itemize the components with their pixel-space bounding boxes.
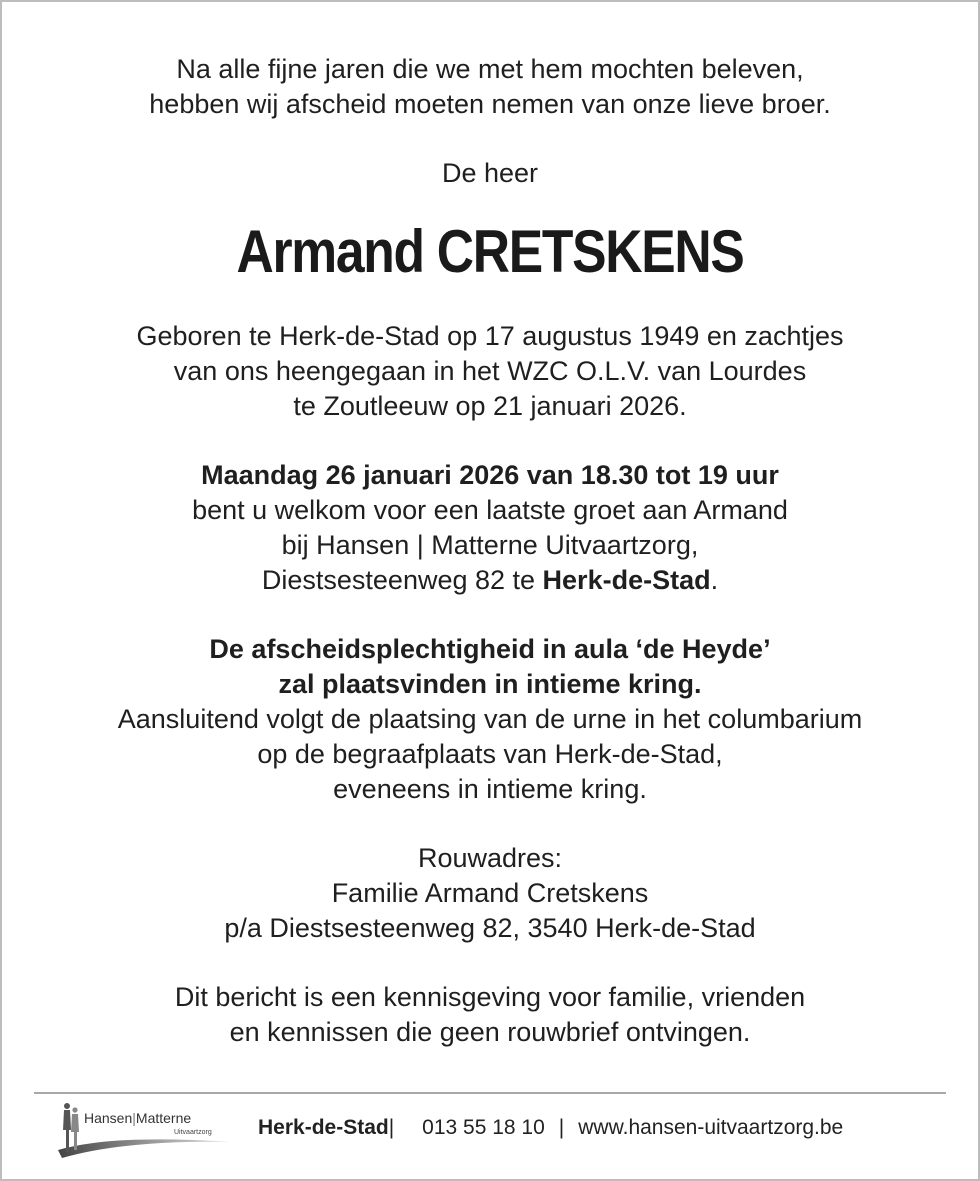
mourning-address-street: p/a Diestsesteenweg 82, 3540 Herk-de-Stad: [224, 913, 756, 943]
notice-line-2: en kennissen die geen rouwbrief ontvingen.: [229, 1017, 751, 1047]
logo-name-left: Hansen: [84, 1110, 133, 1126]
funeral-home-logo: [54, 1100, 234, 1162]
mourning-address: [0, 841, 980, 946]
logo-name: [84, 1110, 191, 1126]
intro: [0, 52, 980, 122]
logo-subtitle: Uitvaartzorg: [174, 1129, 212, 1136]
intro-line-2: hebben wij afscheid moeten nemen van onze lieve broer.: [149, 89, 831, 119]
birth-line-3: te Zoutleeuw op 21 januari 2026.: [293, 391, 687, 421]
ceremony-line-3: Aansluitend volgt de plaatsing van de urne in het columbarium: [117, 704, 863, 734]
notice-line-1: Dit bericht is een kennisgeving voor familie, vrienden: [174, 982, 806, 1012]
ceremony-line-4: op de begraafplaats van Herk-de-Stad,: [257, 739, 723, 769]
ceremony-line-1: De afscheidsplechtigheid in aula ‘de Heyde’: [209, 634, 771, 664]
notice: [0, 980, 980, 1050]
salutation: De heer: [441, 158, 539, 188]
logo-name-right: Matterne: [135, 1110, 192, 1126]
ceremony-line-2: zal plaatsvinden in intieme kring.: [278, 669, 702, 699]
footer-separator-1: |: [388, 1116, 395, 1139]
birth-line-2: van ons heengegaan in het WZC O.L.V. van Lourdes: [173, 356, 807, 386]
deceased-name: Armand CRETSKENS: [236, 218, 744, 285]
visitation-address-prefix: Diestsesteenweg 82 te: [261, 565, 543, 595]
visitation-address-city: Herk-de-Stad: [542, 565, 711, 595]
footer-separator-2: |: [558, 1116, 565, 1139]
birth-line-1: Geboren te Herk-de-Stad op 17 augustus 1949 en zachtjes: [136, 321, 844, 351]
visitation-line-3: bij Hansen | Matterne Uitvaartzorg,: [281, 530, 699, 560]
footer-city: Herk-de-Stad: [258, 1116, 389, 1139]
mourning-address-family: Familie Armand Cretskens: [331, 878, 649, 908]
intro-line-1: Na alle fijne jaren die we met hem mochten beleven,: [176, 54, 804, 84]
visitation-line-2: bent u welkom voor een laatste groet aan Armand: [192, 495, 788, 525]
footer-website[interactable]: www.hansen-uitvaartzorg.be: [578, 1116, 844, 1139]
logo-divider: |: [132, 1110, 136, 1126]
visitation-info: [0, 458, 980, 598]
footer-phone[interactable]: 013 55 18 10: [422, 1116, 545, 1139]
footer: [54, 1096, 940, 1166]
footer-divider: [34, 1092, 946, 1094]
obituary-content: [0, 52, 980, 1050]
visitation-address-suffix: .: [710, 565, 719, 595]
visitation-date: Maandag 26 januari 2026 van 18.30 tot 19 uur: [201, 460, 779, 490]
birth-info: [0, 319, 980, 424]
footer-contact: [258, 1116, 843, 1140]
ceremony-line-5: eveneens in intieme kring.: [333, 774, 647, 804]
ceremony-info: [0, 632, 980, 807]
mourning-address-label: Rouwadres:: [417, 843, 563, 873]
